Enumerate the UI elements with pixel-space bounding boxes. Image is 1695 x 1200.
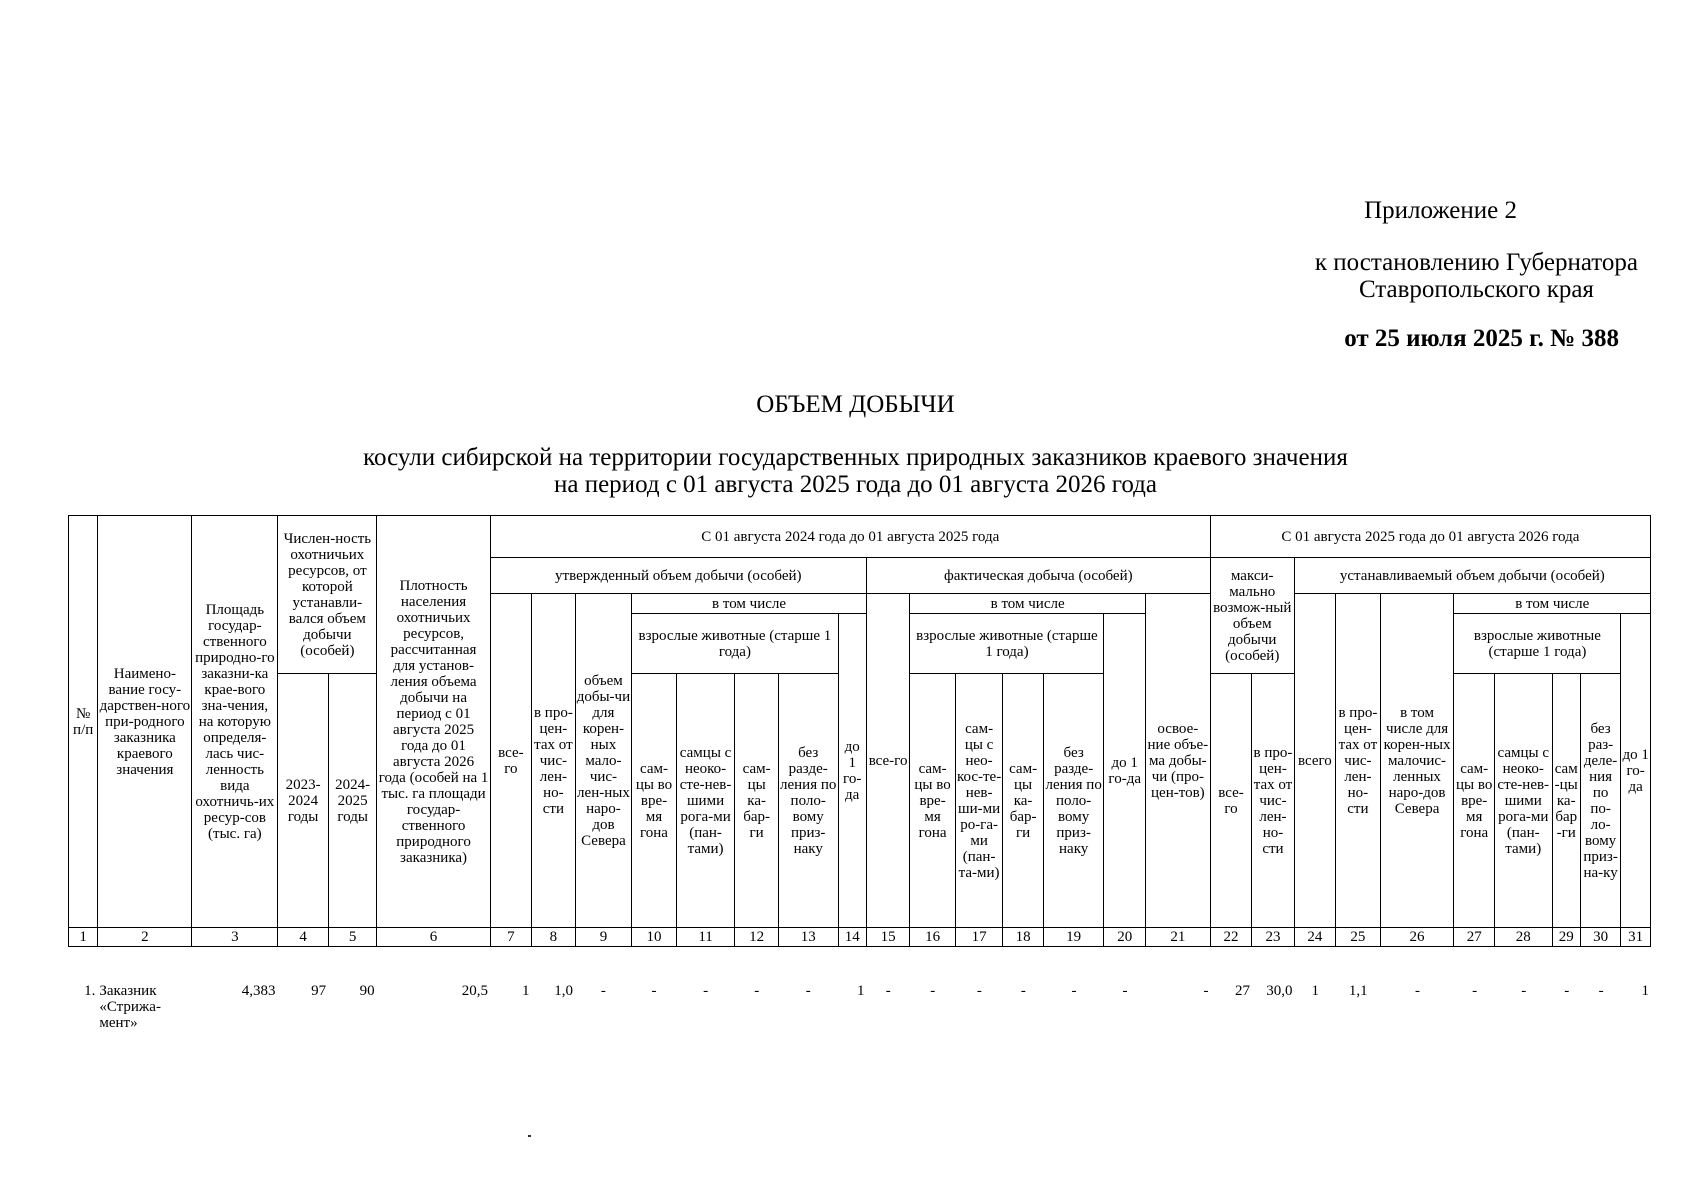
column-number: 22 xyxy=(1210,928,1251,947)
established-antler-males-header: самцы с неоко-сте-нев-шими рога-ми (пан-тами) xyxy=(1494,674,1552,928)
table-cell: - xyxy=(885,983,891,999)
row-number: 1. xyxy=(84,983,96,999)
column-number: 25 xyxy=(1336,928,1380,947)
table-cell: - xyxy=(1564,983,1570,999)
document-title: ОБЪЕМ ДОБЫЧИ xyxy=(756,391,955,418)
established-volume-header: устанавливаемый объем добычи (особей) xyxy=(1294,558,1650,594)
column-number: 27 xyxy=(1454,928,1494,947)
col-header-area: Площадь государ-ственного природно-го заказни-ка крае-вого зна-чения, на которую определя-лась чис-ленность вида охотничь-их ресур-сов (тыс. га) xyxy=(192,516,278,928)
table-cell: 1 xyxy=(522,983,530,999)
established-indigenous-header: в том числе для корен-ных малочис-ленных наро-дов Севера xyxy=(1380,594,1454,928)
column-number: 5 xyxy=(328,928,377,947)
col-header-population: Числен-ность охотничьих ресурсов, от которой устанавли-вался объем добычи (особей) xyxy=(278,516,377,674)
actual-total-header: все-го xyxy=(866,594,909,928)
column-number: 3 xyxy=(192,928,278,947)
population-2023: 97 xyxy=(311,983,327,999)
table-cell: - xyxy=(1521,983,1527,999)
actual-antler-males-header: сам-цы с нео-кос-те-нев-ши-ми ро-га-ми (пан-та-ми) xyxy=(955,674,1003,928)
column-number: 16 xyxy=(910,928,956,947)
table-cell: - xyxy=(976,983,982,999)
column-number: 21 xyxy=(1145,928,1210,947)
approved-adults-header: взрослые животные (старше 1 года) xyxy=(632,614,838,674)
mastery-percent-header: освое-ние объе-ма добы-чи (про-цен-тов) xyxy=(1145,594,1210,928)
scan-speck xyxy=(528,1135,531,1137)
table-cell: - xyxy=(1203,983,1209,999)
column-number: 11 xyxy=(676,928,735,947)
reserve-area: 4,383 xyxy=(241,983,276,999)
established-percent-header: в про-цен-тах от чис-лен-но-сти xyxy=(1336,594,1380,928)
column-number: 4 xyxy=(278,928,329,947)
approved-no-sex-header: без разде-ления по поло-вому приз-наку xyxy=(778,674,838,928)
max-percent-header: в про-цен-тах от чис-лен-но-сти xyxy=(1252,674,1294,928)
column-number: 8 xyxy=(532,928,575,947)
established-no-sex-header: без раз-деле-ния по по-ло-вому приз-на-ку xyxy=(1580,674,1620,928)
decree-reference xyxy=(1315,249,1638,303)
established-incl-header: в том числе xyxy=(1454,594,1651,614)
column-number: 24 xyxy=(1294,928,1335,947)
column-number: 10 xyxy=(632,928,676,947)
decree-line-2: Ставропольского края xyxy=(1358,276,1594,303)
approved-rut-males-header: сам-цы во вре-мя гона xyxy=(632,674,676,928)
decree-date: от 25 июля 2025 г. № 388 xyxy=(1344,325,1619,352)
col-header-pop-2024: 2024-2025 годы xyxy=(328,674,377,928)
column-number: 17 xyxy=(955,928,1003,947)
actual-under1-header: до 1 го-да xyxy=(1104,614,1145,928)
table-row xyxy=(68,983,1651,1031)
table-cell: 27 xyxy=(1235,983,1251,999)
approved-incl-header: в том числе xyxy=(632,594,867,614)
column-number: 19 xyxy=(1043,928,1104,947)
col-header-number: № п/п xyxy=(69,516,98,928)
column-number: 20 xyxy=(1104,928,1145,947)
column-number: 12 xyxy=(735,928,778,947)
column-number-row xyxy=(69,928,1651,947)
document-subtitle xyxy=(0,444,1695,498)
max-total-header: все-го xyxy=(1210,674,1251,928)
table-cell: - xyxy=(651,983,657,999)
actual-musk-males-header: сам-цы ка-бар-ги xyxy=(1003,674,1043,928)
column-number: 9 xyxy=(575,928,632,947)
reserve-name: Заказник «Стрижа-мент» xyxy=(99,983,161,1031)
table-cell: 1,1 xyxy=(1348,983,1368,999)
density: 20,5 xyxy=(461,983,489,999)
established-musk-males-header: сам-цы ка-бар-ги xyxy=(1552,674,1580,928)
col-header-reserve-name: Наимено-вание госу-дарствен-ного при-родного заказника краевого значения xyxy=(98,516,192,928)
quota-table-body xyxy=(68,983,1651,1031)
column-number: 7 xyxy=(490,928,531,947)
approved-total-header: все-го xyxy=(490,594,531,928)
column-number: 15 xyxy=(866,928,909,947)
table-cell: 1,0 xyxy=(554,983,574,999)
approved-volume-header: утвержденный объем добычи (особей) xyxy=(490,558,866,594)
max-possible-volume-header: макси-мально возмож-ный объем добычи (особей) xyxy=(1210,558,1294,674)
table-cell: - xyxy=(1020,983,1026,999)
table-cell: - xyxy=(1071,983,1077,999)
period-previous-header: С 01 августа 2024 года до 01 августа 2025 года xyxy=(490,516,1210,558)
table-cell: 1 xyxy=(856,983,865,999)
subtitle-line-1: косули сибирской на территории государственных природных заказников краевого значения xyxy=(363,444,1348,471)
table-cell: - xyxy=(1598,983,1604,999)
actual-rut-males-header: сам-цы во вре-мя гона xyxy=(910,674,956,928)
column-number: 28 xyxy=(1494,928,1552,947)
approved-antler-males-header: самцы с неоко-сте-нев-шими рога-ми (пан-тами) xyxy=(676,674,735,928)
table-cell: - xyxy=(930,983,936,999)
table-cell: - xyxy=(1414,983,1420,999)
column-number: 14 xyxy=(838,928,866,947)
column-number: 26 xyxy=(1380,928,1454,947)
col-header-density: Плотность населения охотничьих ресурсов, рассчитанная для установ-ления объема добычи на период с 01 августа 2025 года до 01 августа 2026 года (особей на 1 тыс. га площади государ-ственного природного заказника) xyxy=(377,516,490,928)
appendix-label: Приложение 2 xyxy=(1364,197,1517,224)
column-number: 30 xyxy=(1580,928,1620,947)
quota-table-header xyxy=(68,515,1651,947)
column-number: 1 xyxy=(69,928,98,947)
table-cell: - xyxy=(805,983,811,999)
population-2024: 90 xyxy=(359,983,375,999)
table-cell: 30,0 xyxy=(1266,983,1293,999)
approved-under1-header: до 1 го-да xyxy=(838,614,866,928)
table-cell: - xyxy=(703,983,709,999)
subtitle-line-2: на период с 01 августа 2025 года до 01 августа 2026 года xyxy=(553,471,1157,498)
column-number: 18 xyxy=(1003,928,1043,947)
approved-indigenous-header: объем добы-чи для корен-ных мало-чис-лен-ных наро-дов Севера xyxy=(575,594,632,928)
table-cell: 1 xyxy=(1641,983,1649,999)
approved-musk-males-header: сам-цы ка-бар-ги xyxy=(735,674,778,928)
column-number: 6 xyxy=(377,928,490,947)
table-cell: - xyxy=(1472,983,1478,999)
table-cell: - xyxy=(600,983,606,999)
established-rut-males-header: сам-цы во вре-мя гона xyxy=(1454,674,1494,928)
established-total-header: всего xyxy=(1294,594,1335,928)
col-header-pop-2023: 2023-2024 годы xyxy=(278,674,329,928)
table-cell: 1 xyxy=(1311,983,1320,999)
table-cell: - xyxy=(754,983,760,999)
period-next-header: С 01 августа 2025 года до 01 августа 2026 года xyxy=(1210,516,1650,558)
actual-harvest-header: фактическая добыча (особей) xyxy=(866,558,1210,594)
column-number: 31 xyxy=(1621,928,1651,947)
actual-incl-header: в том числе xyxy=(910,594,1146,614)
column-number: 2 xyxy=(98,928,192,947)
actual-adults-header: взрослые животные (старше 1 года) xyxy=(910,614,1104,674)
approved-percent-header: в про-цен-тах от чис-лен-но-сти xyxy=(532,594,575,928)
column-number: 29 xyxy=(1552,928,1580,947)
established-under1-header: до 1 го-да xyxy=(1621,614,1651,928)
column-number: 13 xyxy=(778,928,838,947)
column-number: 23 xyxy=(1252,928,1294,947)
decree-line-1: к постановлению Губернатора xyxy=(1314,249,1638,276)
established-adults-header: взрослые животные (старше 1 года) xyxy=(1454,614,1621,674)
actual-no-sex-header: без разде-ления по поло-вому приз-наку xyxy=(1043,674,1104,928)
table-cell: - xyxy=(1122,983,1128,999)
